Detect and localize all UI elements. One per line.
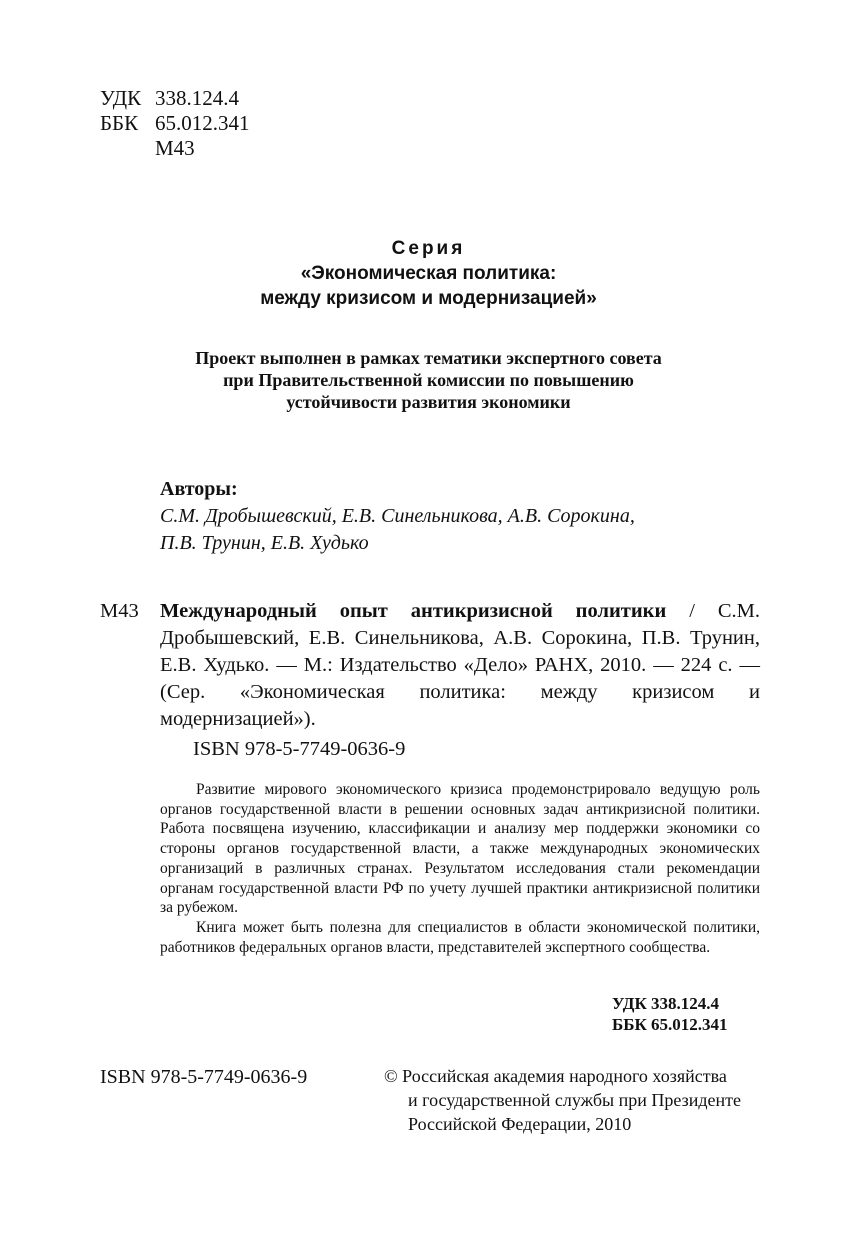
bbk-label: ББК (100, 111, 139, 135)
copyright-line2: и государственной службы при Президенте (408, 1090, 741, 1110)
copyright-line3: Российской Федерации, 2010 (408, 1114, 632, 1134)
project-line2: при Правительственной комиссии по повышению (223, 370, 634, 390)
bbk-value: 65.012.341 (155, 111, 250, 135)
author-mark: М43 (155, 136, 195, 160)
copyright-notice (384, 1064, 741, 1136)
book-title: Международный опыт антикризисной политики (160, 600, 667, 622)
project-note (0, 347, 857, 413)
series-title-line2: между кризисом и модернизацией» (260, 288, 597, 309)
bibliographic-record (100, 598, 760, 733)
footer-classification-codes (612, 993, 728, 1035)
biblio-code: М43 (100, 600, 139, 622)
biblio-description: / С.М. Дробышевский, Е.В. Синельникова, А.В. Сорокина, П.В. Трунин, Е.В. Худько. — М.: Издательство «Дело» РАНХ, 2010. — 224 с. — (Сер. «Экономическая политика: между кризисом и модернизацией»). (160, 600, 760, 730)
project-line3: устойчивости развития экономики (286, 392, 571, 412)
authors-line1: С.М. Дробышевский, Е.В. Синельникова, А.В. Сорокина, (160, 505, 635, 527)
authors-block (160, 476, 635, 557)
udk-value: 338.124.4 (155, 86, 239, 110)
series-title-line1: «Экономическая политика: (300, 263, 557, 284)
biblio-isbn: ISBN 978-5-7749-0636-9 (193, 738, 406, 760)
footer-bbk: ББК 65.012.341 (612, 1015, 728, 1034)
project-line1: Проект выполнен в рамках тематики экспертного совета (195, 348, 662, 368)
series-block (0, 236, 857, 311)
authors-line2: П.В. Трунин, Е.В. Худько (160, 532, 369, 554)
annotation (160, 780, 760, 957)
bbk-code (100, 111, 250, 136)
series-label: Серия (391, 238, 466, 259)
annotation-paragraph-1: Развитие мирового экономического кризиса продемонстрировало ведущую роль органов государственной власти в решении основных задач антикризисной политики. Работа посвящена изучению, классификации и анализу мер поддержки экономики со стороны органов государственной власти, а также международных экономических организаций в различных странах. Результатом исследования стали рекомендации органам государственной власти РФ по учету лучшей практики антикризисной политики за рубежом. (160, 781, 760, 917)
footer-udk: УДК 338.124.4 (612, 994, 720, 1013)
classification-codes (100, 86, 250, 161)
copyright-line1: © Российская академия народного хозяйства (384, 1066, 727, 1086)
authors-heading: Авторы: (160, 478, 238, 500)
udk-code (100, 86, 250, 111)
annotation-paragraph-2: Книга может быть полезна для специалистов в области экономической политики, работников федеральных органов власти, представителей экспертного сообщества. (160, 918, 760, 956)
footer-isbn: ISBN 978-5-7749-0636-9 (100, 1066, 308, 1088)
udk-label: УДК (100, 86, 142, 110)
